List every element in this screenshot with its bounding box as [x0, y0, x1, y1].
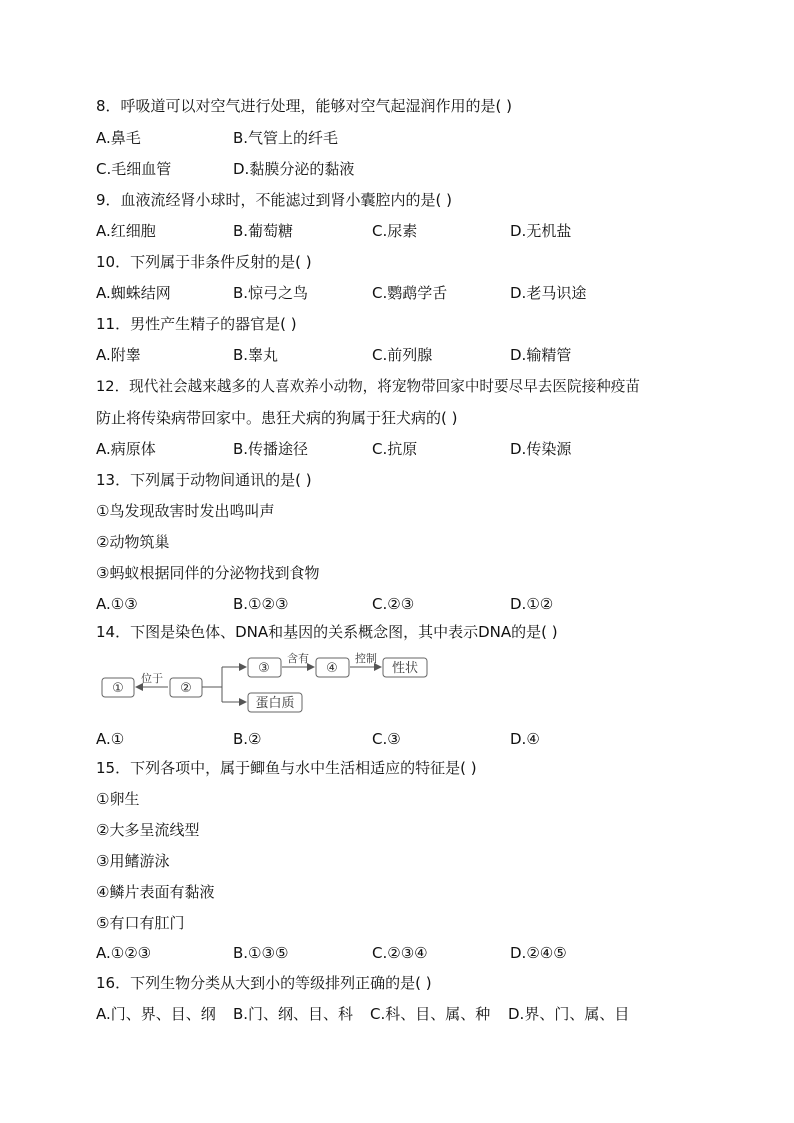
- q9-option-b: B.葡萄糖: [233, 222, 294, 240]
- q11-option-d: D.输精管: [510, 346, 572, 364]
- question-8-stem: 8．呼吸道可以对空气进行处理，能够对空气起湿润作用的是( ): [96, 97, 513, 115]
- question-12-stem-line-2: 防止将传染病带回家中。患狂犬病的狗属于狂犬病的( ): [96, 409, 458, 427]
- q16-option-d: D.界、门、属、目: [508, 1005, 630, 1023]
- question-12-stem-line-1: 12．现代社会越来越多的人喜欢养小动物，将宠物带回家中时要尽早去医院接种疫苗: [96, 378, 640, 395]
- q15-item-3: ③用鳍游泳: [96, 852, 170, 870]
- q14-option-d: D.④: [510, 730, 540, 748]
- question-14-stem: 14．下图是染色体、DNA和基因的关系概念图，其中表示DNA的是( ): [96, 623, 558, 641]
- diagram-box-4-label: ④: [326, 661, 338, 676]
- q8-option-c: C.毛细血管: [96, 160, 172, 178]
- q13-option-a: A.①③: [96, 595, 138, 613]
- q13-option-c: C.②③: [372, 595, 415, 613]
- q15-item-1: ①卵生: [96, 790, 140, 808]
- q13-item-2: ②动物筑巢: [96, 533, 170, 551]
- question-16-stem: 16．下列生物分类从大到小的等级排列正确的是( ): [96, 974, 432, 992]
- q13-option-d: D.①②: [510, 595, 554, 613]
- q9-option-c: C.尿素: [372, 222, 418, 240]
- q15-item-5: ⑤有口有肛门: [96, 914, 185, 932]
- label-contains: 含有: [287, 652, 309, 665]
- q15-option-a: A.①②③: [96, 944, 152, 962]
- diagram-box-2-label: ②: [180, 681, 192, 696]
- q12-option-b: B.传播途径: [233, 440, 309, 458]
- question-10-stem: 10．下列属于非条件反射的是( ): [96, 253, 312, 271]
- q8-option-b: B.气管上的纤毛: [233, 129, 339, 147]
- label-located: 位于: [141, 672, 163, 685]
- q15-option-c: C.②③④: [372, 944, 428, 962]
- q14-option-a: A.①: [96, 730, 125, 748]
- q15-item-4: ④鳞片表面有黏液: [96, 883, 215, 901]
- q13-option-b: B.①②③: [233, 595, 289, 613]
- q9-option-a: A.红细胞: [96, 222, 156, 240]
- q16-option-b: B.门、纲、目、科: [233, 1005, 354, 1023]
- question-13-stem: 13．下列属于动物间通讯的是( ): [96, 471, 312, 489]
- q12-option-a: A.病原体: [96, 440, 156, 458]
- q12-option-d: D.传染源: [510, 440, 572, 458]
- q14-option-c: C.③: [372, 730, 401, 748]
- question-11-stem: 11．男性产生精子的器官是( ): [96, 315, 297, 333]
- q15-item-2: ②大多呈流线型: [96, 821, 200, 839]
- q15-option-b: B.①③⑤: [233, 944, 289, 962]
- q16-option-a: A.门、界、目、纲: [96, 1005, 216, 1023]
- q11-option-b: B.睾丸: [233, 346, 279, 364]
- diagram-box-protein-label: 蛋白质: [255, 696, 295, 711]
- q10-option-d: D.老马识途: [510, 284, 587, 302]
- concept-diagram: [96, 651, 436, 721]
- diagram-box-1-label: ①: [112, 681, 124, 696]
- q9-option-d: D.无机盐: [510, 222, 572, 240]
- q10-option-b: B.惊弓之鸟: [233, 284, 309, 302]
- q14-option-b: B.②: [233, 730, 262, 748]
- q13-item-3: ③蚂蚁根据同伴的分泌物找到食物: [96, 564, 320, 582]
- label-controls: 控制: [355, 652, 377, 665]
- question-9-stem: 9．血液流经肾小球时，不能滤过到肾小囊腔内的是( ): [96, 191, 453, 209]
- question-15-stem: 15．下列各项中，属于鲫鱼与水中生活相适应的特征是( ): [96, 759, 477, 777]
- q10-option-a: A.蜘蛛结网: [96, 284, 171, 302]
- q11-option-a: A.附睾: [96, 346, 141, 364]
- q15-option-d: D.②④⑤: [510, 944, 567, 962]
- q11-option-c: C.前列腺: [372, 346, 433, 364]
- q8-option-a: A.鼻毛: [96, 129, 141, 147]
- q10-option-c: C.鹦鹉学舌: [372, 284, 448, 302]
- q12-option-c: C.抗原: [372, 440, 418, 458]
- q16-option-c: C.科、目、属、种: [370, 1005, 491, 1023]
- q8-option-d: D.黏膜分泌的黏液: [233, 160, 355, 178]
- diagram-box-trait-label: 性状: [391, 661, 419, 676]
- diagram-box-3-label: ③: [258, 661, 270, 676]
- q13-item-1: ①鸟发现敌害时发出鸣叫声: [96, 502, 275, 520]
